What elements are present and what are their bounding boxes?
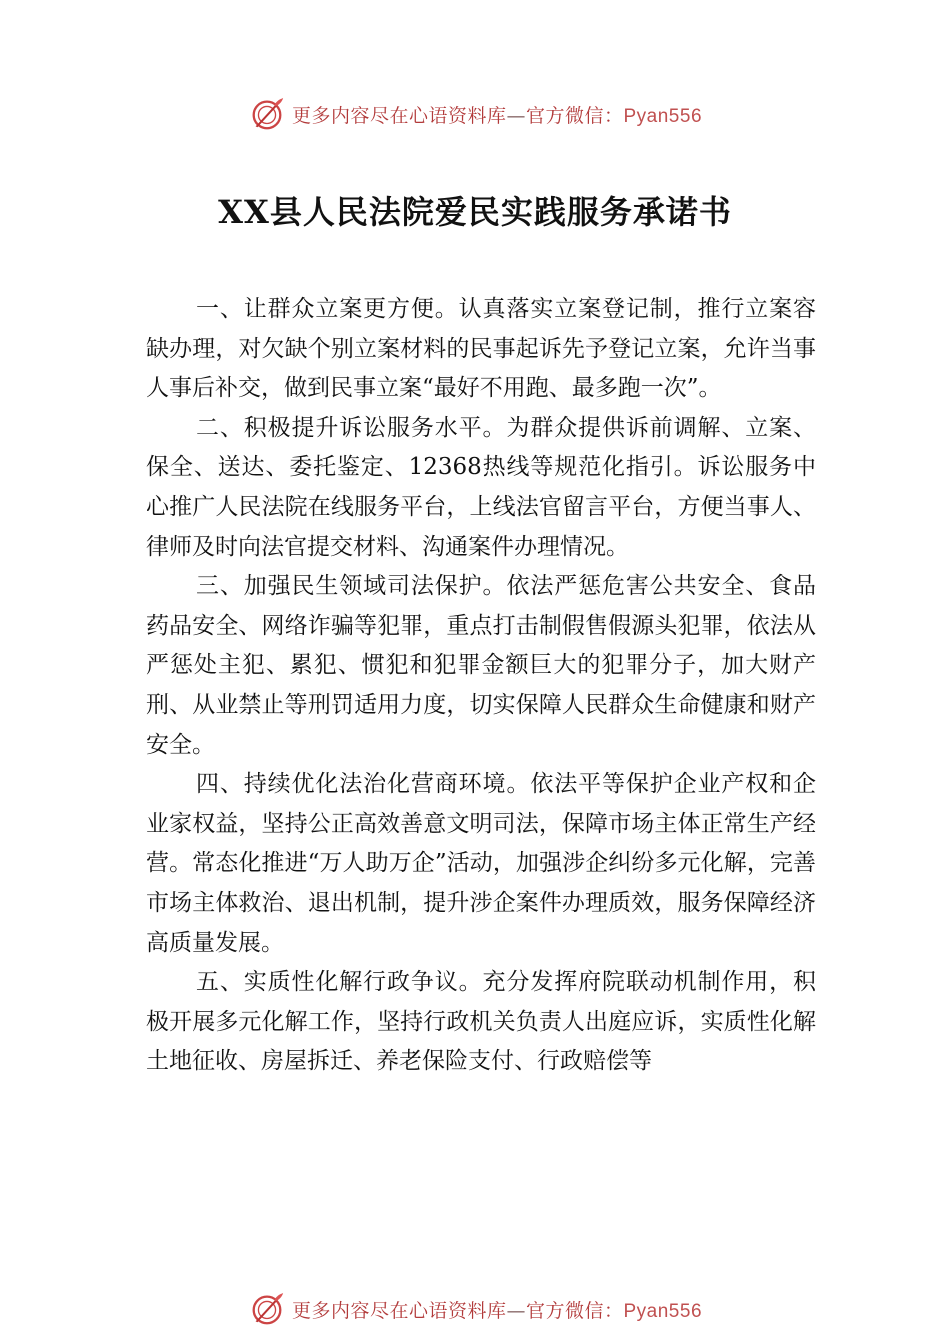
quill-circle-logo-icon	[248, 95, 286, 133]
watermark-slogan: 更多内容尽在心语资料库	[291, 1299, 507, 1322]
quill-circle-logo-icon	[248, 1290, 286, 1328]
paragraph-5: 五、实质性化解行政争议。充分发挥府院联动机制作用，积极开展多元化解工作，坚持行政机关负责人出庭应诉，实质性化解土地征收、房屋拆迁、养老保险支付、行政赔偿等	[146, 969, 816, 1075]
watermark-wechat-id: Pyan556	[623, 1300, 703, 1322]
watermark-separator: —	[506, 1299, 526, 1322]
watermark-slogan: 更多内容尽在心语资料库	[291, 104, 507, 127]
paragraph-2: 二、积极提升诉讼服务水平。为群众提供诉前调解、立案、保全、送达、委托鉴定、12368热线等规范化指引。诉讼服务中心推广人民法院在线服务平台，上线法官留言平台，方便当事人、律师及时向法官提交材料、沟通案件办理情况。	[146, 414, 816, 560]
document-body	[146, 290, 816, 1082]
watermark-header	[0, 92, 950, 136]
watermark-text	[292, 101, 702, 128]
watermark-wechat-id: Pyan556	[623, 105, 703, 127]
watermark-label: 官方微信：	[525, 1299, 624, 1322]
paragraph-1: 一、让群众立案更方便。认真落实立案登记制，推行立案容缺办理，对欠缺个别立案材料的民事起诉先予登记立案，允许当事人事后补交，做到民事立案“最好不用跑、最多跑一次”。	[146, 296, 816, 402]
paragraph-4: 四、持续优化法治化营商环境。依法平等保护企业产权和企业家权益，坚持公正高效善意文明司法，保障市场主体正常生产经营。常态化推进“万人助万企”活动，加强涉企纠纷多元化解，完善市场主体救治、退出机制，提升涉企案件办理质效，服务保障经济高质量发展。	[146, 771, 816, 956]
paragraph-3: 三、加强民生领域司法保护。依法严惩危害公共安全、食品药品安全、网络诈骗等犯罪，重点打击制假售假源头犯罪，依法从严惩处主犯、累犯、惯犯和犯罪金额巨大的犯罪分子，加大财产刑、从业禁止等刑罚适用力度，切实保障人民群众生命健康和财产安全。	[146, 573, 816, 758]
watermark-label: 官方微信：	[525, 104, 624, 127]
document-title: XX县人民法院爱民实践服务承诺书	[218, 193, 732, 231]
watermark-text	[292, 1296, 702, 1323]
watermark-separator: —	[506, 104, 526, 127]
watermark-footer	[0, 1287, 950, 1331]
